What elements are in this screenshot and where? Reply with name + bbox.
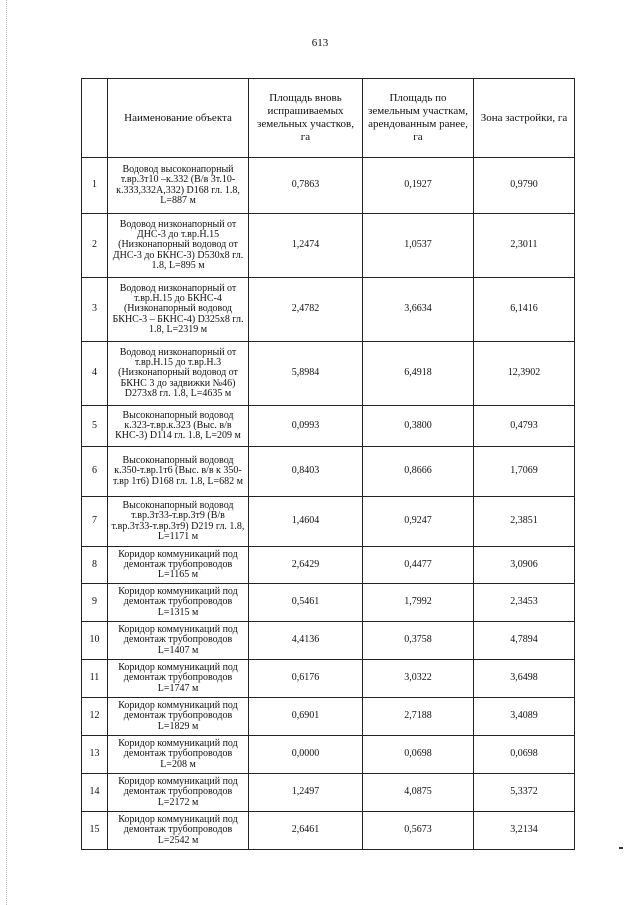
row-number: 13 bbox=[82, 736, 108, 774]
table-row bbox=[82, 158, 575, 214]
header-leased-area: Площадь по земельным участкам, арендованным ранее, га bbox=[363, 79, 474, 158]
object-name: Коридор коммуникаций под демонтаж трубопроводов L=1165 м bbox=[108, 547, 249, 584]
new-area: 1,2474 bbox=[249, 214, 363, 278]
leased-area: 0,9247 bbox=[363, 497, 474, 547]
object-name: Коридор коммуникаций под демонтаж трубопроводов L=208 м bbox=[108, 736, 249, 774]
building-zone: 3,4089 bbox=[474, 698, 575, 736]
margin-mark bbox=[619, 847, 623, 849]
row-number: 11 bbox=[82, 660, 108, 698]
object-name: Водовод низконапорный от ДНС-3 до т.вр.Н.15 (Низконапорный водовод от ДНС-3 до БКНС-3) D530х8 гл. 1.8, L=895 м bbox=[108, 214, 249, 278]
new-area: 0,5461 bbox=[249, 584, 363, 622]
table-header-row bbox=[82, 79, 575, 158]
new-area: 0,6176 bbox=[249, 660, 363, 698]
object-name: Коридор коммуникаций под демонтаж трубопроводов L=1829 м bbox=[108, 698, 249, 736]
objects-table bbox=[81, 78, 575, 850]
leased-area: 0,1927 bbox=[363, 158, 474, 214]
row-number: 15 bbox=[82, 812, 108, 850]
new-area: 2,6461 bbox=[249, 812, 363, 850]
row-number: 7 bbox=[82, 497, 108, 547]
row-number: 8 bbox=[82, 547, 108, 584]
object-name: Коридор коммуникаций под демонтаж трубопроводов L=2172 м bbox=[108, 774, 249, 812]
page-number: 613 bbox=[311, 37, 329, 49]
table-row bbox=[82, 547, 575, 584]
object-name: Высоконапорный водовод к.323-т.вр.к.323 (Выс. в/в КНС-3) D114 гл. 1.8, L=209 м bbox=[108, 406, 249, 447]
building-zone: 3,6498 bbox=[474, 660, 575, 698]
leased-area: 3,6634 bbox=[363, 278, 474, 342]
leased-area: 0,5673 bbox=[363, 812, 474, 850]
object-name: Высоконапорный водовод т.вр.3т33-т.вр.3т9 (В/в т.вр.3т33-т.вр.3т9) D219 гл. 1.8, L=1171 м bbox=[108, 497, 249, 547]
building-zone: 6,1416 bbox=[474, 278, 575, 342]
table-row bbox=[82, 774, 575, 812]
leased-area: 1,7992 bbox=[363, 584, 474, 622]
building-zone: 0,4793 bbox=[474, 406, 575, 447]
new-area: 0,7863 bbox=[249, 158, 363, 214]
building-zone: 12,3902 bbox=[474, 342, 575, 406]
object-name: Коридор коммуникаций под демонтаж трубопроводов L=2542 м bbox=[108, 812, 249, 850]
leased-area: 2,7188 bbox=[363, 698, 474, 736]
building-zone: 1,7069 bbox=[474, 447, 575, 497]
building-zone: 5,3372 bbox=[474, 774, 575, 812]
row-number: 4 bbox=[82, 342, 108, 406]
header-object-name: Наименование объекта bbox=[108, 79, 249, 158]
row-number: 14 bbox=[82, 774, 108, 812]
object-name: Высоконапорный водовод к.350-т.вр.1т6 (Выс. в/в к 350-т.вр 1т6) D168 гл. 1.8, L=682 м bbox=[108, 447, 249, 497]
leased-area: 6,4918 bbox=[363, 342, 474, 406]
leased-area: 0,3800 bbox=[363, 406, 474, 447]
object-name: Водовод высоконапорный т.вр.3т10 –к.332 (В/в 3т.10-к.333,332А,332) D168 гл. 1.8, L=887 м bbox=[108, 158, 249, 214]
new-area: 1,4604 bbox=[249, 497, 363, 547]
page-edge-line bbox=[6, 0, 8, 905]
new-area: 5,8984 bbox=[249, 342, 363, 406]
new-area: 0,8403 bbox=[249, 447, 363, 497]
row-number: 3 bbox=[82, 278, 108, 342]
row-number: 2 bbox=[82, 214, 108, 278]
leased-area: 3,0322 bbox=[363, 660, 474, 698]
leased-area: 0,8666 bbox=[363, 447, 474, 497]
table-row bbox=[82, 660, 575, 698]
table-row bbox=[82, 214, 575, 278]
row-number: 12 bbox=[82, 698, 108, 736]
table-row bbox=[82, 584, 575, 622]
table-row bbox=[82, 342, 575, 406]
header-building-zone: Зона застройки, га bbox=[474, 79, 575, 158]
leased-area: 0,3758 bbox=[363, 622, 474, 660]
table-row bbox=[82, 497, 575, 547]
object-name: Коридор коммуникаций под демонтаж трубопроводов L=1407 м bbox=[108, 622, 249, 660]
row-number: 9 bbox=[82, 584, 108, 622]
row-number: 5 bbox=[82, 406, 108, 447]
table-row bbox=[82, 736, 575, 774]
leased-area: 1,0537 bbox=[363, 214, 474, 278]
header-number bbox=[82, 79, 108, 158]
new-area: 1,2497 bbox=[249, 774, 363, 812]
new-area: 2,6429 bbox=[249, 547, 363, 584]
table-row bbox=[82, 812, 575, 850]
new-area: 4,4136 bbox=[249, 622, 363, 660]
leased-area: 0,0698 bbox=[363, 736, 474, 774]
leased-area: 0,4477 bbox=[363, 547, 474, 584]
row-number: 10 bbox=[82, 622, 108, 660]
object-name: Коридор коммуникаций под демонтаж трубопроводов L=1315 м bbox=[108, 584, 249, 622]
table-body bbox=[82, 158, 575, 850]
table-row bbox=[82, 698, 575, 736]
header-new-area: Площадь вновь испрашиваемых земельных участков, га bbox=[249, 79, 363, 158]
building-zone: 0,9790 bbox=[474, 158, 575, 214]
building-zone: 3,0906 bbox=[474, 547, 575, 584]
new-area: 2,4782 bbox=[249, 278, 363, 342]
table-row bbox=[82, 278, 575, 342]
table-row bbox=[82, 622, 575, 660]
row-number: 6 bbox=[82, 447, 108, 497]
object-name: Водовод низконапорный от т.вр.Н.15 до БКНС-4 (Низконапорный водовод БКНС-3 – БКНС-4) D325х8 гл. 1.8, L=2319 м bbox=[108, 278, 249, 342]
new-area: 0,6901 bbox=[249, 698, 363, 736]
table-row bbox=[82, 447, 575, 497]
object-name: Коридор коммуникаций под демонтаж трубопроводов L=1747 м bbox=[108, 660, 249, 698]
building-zone: 2,3453 bbox=[474, 584, 575, 622]
building-zone: 2,3011 bbox=[474, 214, 575, 278]
leased-area: 4,0875 bbox=[363, 774, 474, 812]
new-area: 0,0993 bbox=[249, 406, 363, 447]
object-name: Водовод низконапорный от т.вр.Н.15 до т.вр.Н.3 (Низконапорный водовод от БКНС 3 до задвижки №46) D273х8 гл. 1.8, L=4635 м bbox=[108, 342, 249, 406]
row-number: 1 bbox=[82, 158, 108, 214]
new-area: 0,0000 bbox=[249, 736, 363, 774]
building-zone: 2,3851 bbox=[474, 497, 575, 547]
building-zone: 0,0698 bbox=[474, 736, 575, 774]
building-zone: 4,7894 bbox=[474, 622, 575, 660]
building-zone: 3,2134 bbox=[474, 812, 575, 850]
table-row bbox=[82, 406, 575, 447]
